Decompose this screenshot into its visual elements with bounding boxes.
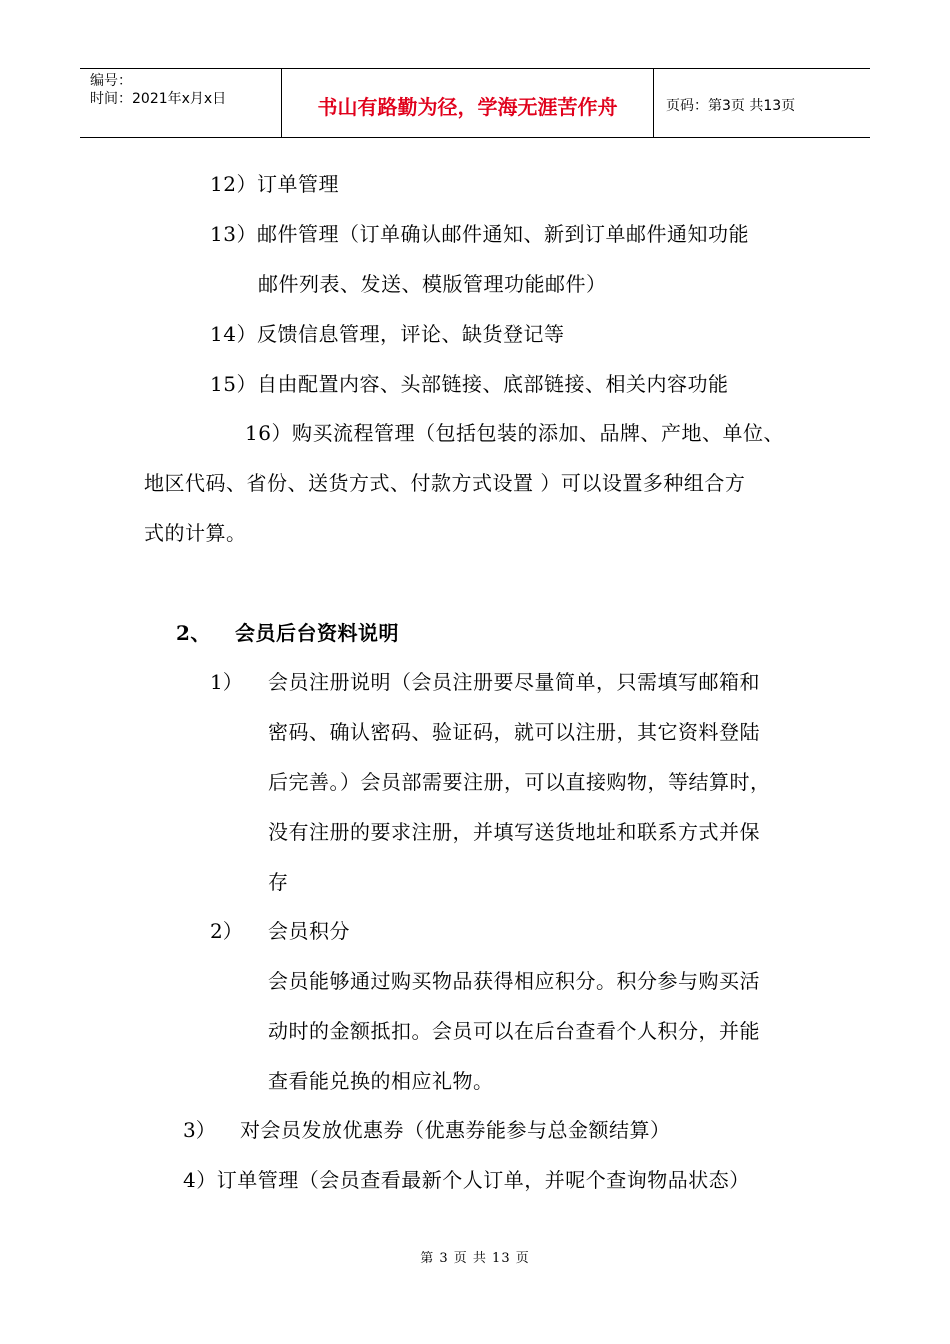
list-item: 16）购买流程管理（包括包装的添加、品牌、产地、单位、: [245, 421, 784, 445]
item-title: 会员积分: [268, 919, 350, 943]
paragraph-line: 存: [268, 870, 289, 894]
item-number: 1）: [210, 670, 243, 694]
item-number: 2）: [210, 919, 243, 943]
list-item: 15）自由配置内容、头部链接、底部链接、相关内容功能: [210, 372, 729, 396]
section-number: 2、: [176, 621, 211, 645]
list-item-continuation: 式的计算。: [144, 521, 247, 545]
paragraph-line: 对会员发放优惠券（优惠券能参与总金额结算）: [240, 1118, 671, 1142]
page-header: [80, 68, 870, 138]
time-label: 时间：2021年x月x日: [90, 91, 227, 107]
paragraph-line: 后完善。）会员部需要注册，可以直接购物，等结算时，: [268, 770, 771, 794]
paragraph-line: 查看能兑换的相应礼物。: [268, 1069, 494, 1093]
paragraph-line: 没有注册的要求注册，并填写送货地址和联系方式并保: [268, 820, 760, 844]
item-number: 3）: [183, 1118, 216, 1142]
header-motto: 书山有路勤为径，学海无涯苦作舟: [282, 69, 654, 137]
header-page-info: 页码：第3页 共13页: [666, 98, 796, 114]
number-label: 编号：: [90, 73, 132, 89]
list-item: 13）邮件管理（订单确认邮件通知、新到订单邮件通知功能: [210, 222, 749, 246]
section-title: 会员后台资料说明: [235, 621, 399, 645]
paragraph-line: 动时的金额抵扣。会员可以在后台查看个人积分，并能: [268, 1019, 760, 1043]
list-item-continuation: 地区代码、省份、送货方式、付款方式设置 ）可以设置多种组合方: [144, 471, 746, 495]
list-item-continuation: 邮件列表、发送、模版管理功能邮件）: [258, 272, 607, 296]
page-footer: 第 3 页 共 13 页: [420, 1251, 530, 1266]
paragraph-line: 密码、确认密码、验证码，就可以注册，其它资料登陆: [268, 720, 760, 744]
paragraph-line: 4）订单管理（会员查看最新个人订单，并呢个查询物品状态）: [183, 1168, 750, 1192]
paragraph-line: 会员注册说明（会员注册要尽量简单，只需填写邮箱和: [268, 670, 760, 694]
list-item: 14）反馈信息管理，评论、缺货登记等: [210, 322, 565, 346]
list-item: 12）订单管理: [210, 172, 339, 196]
paragraph-line: 会员能够通过购买物品获得相应积分。积分参与购买活: [268, 969, 760, 993]
header-meta: [80, 69, 282, 137]
